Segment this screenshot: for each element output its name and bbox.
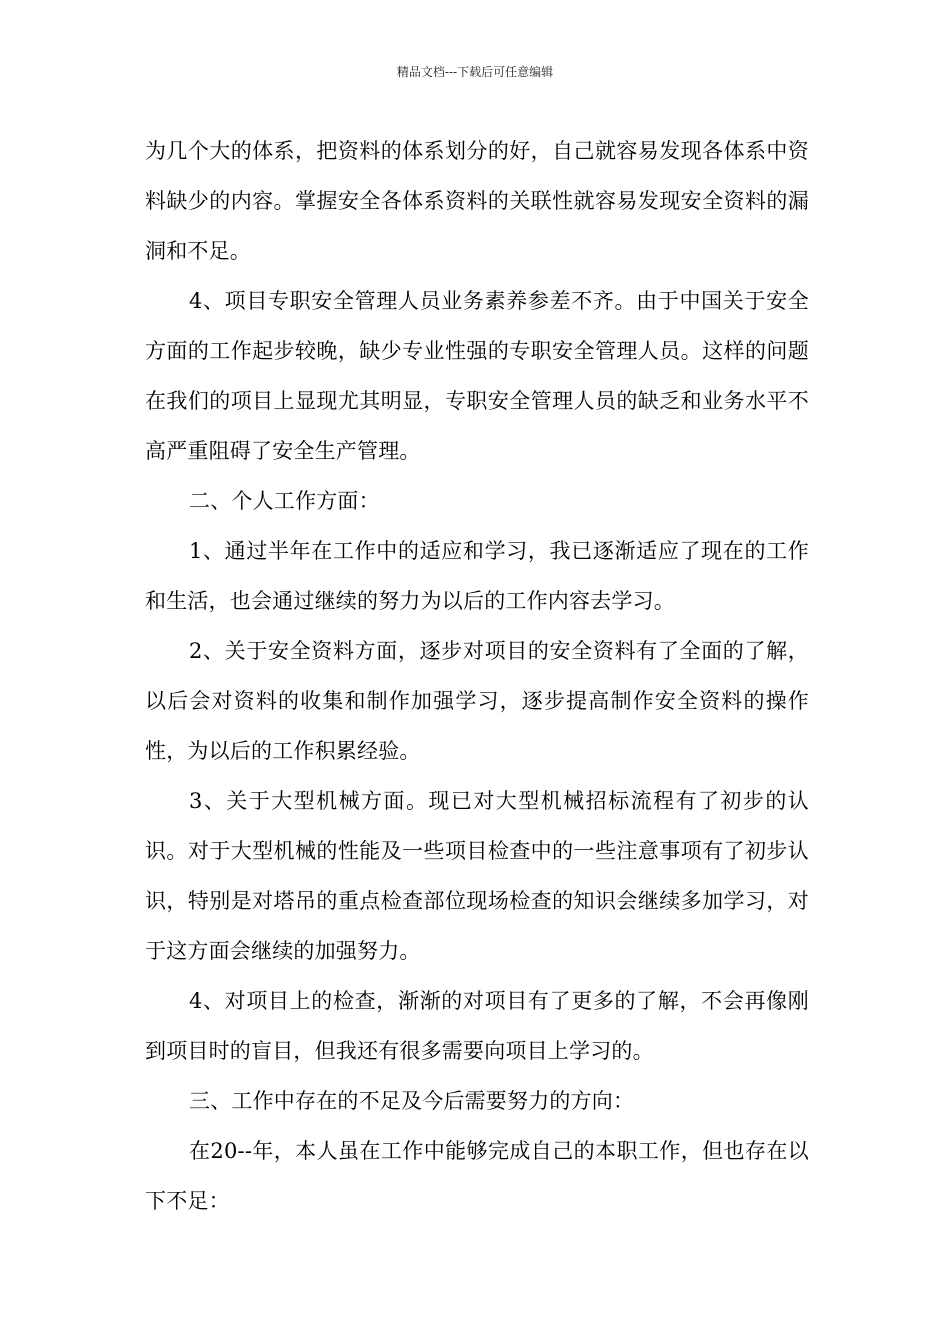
paragraph-item-4-staff: 4、项目专职安全管理人员业务素养参差不齐。由于中国关于安全方面的工作起步较晚，缺少专业性强的专职安全管理人员。这样的问题在我们的项目上显现尤其明显，专职安全管理人员的缺乏和业务水平不高严重阻碍了安全生产管理。 [145, 289, 809, 463]
paragraph-item-2-safety-docs: 2、关于安全资料方面，逐步对项目的安全资料有了全面的了解，以后会对资料的收集和制作加强学习，逐步提高制作安全资料的操作性，为以后的工作积累经验。 [145, 639, 809, 763]
paragraph-item-1-adaptation: 1、通过半年在工作中的适应和学习，我已逐渐适应了现在的工作和生活，也会通过继续的努力为以后的工作内容去学习。 [145, 539, 809, 613]
paragraph-item-3-machinery: 3、关于大型机械方面。现已对大型机械招标流程有了初步的认识。对于大型机械的性能及一些项目检查中的一些注意事项有了初步认识，特别是对塔吊的重点检查部位现场检查的知识会继续多加学习，对于这方面会继续的加强努力。 [145, 789, 809, 963]
document-body [145, 126, 809, 1226]
page-header: 精品文档---下载后可任意编辑 [396, 65, 554, 79]
paragraph-continuation: 为几个大的体系，把资料的体系划分的好，自己就容易发现各体系中资料缺少的内容。掌握安全各体系资料的关联性就容易发现安全资料的漏洞和不足。 [145, 139, 809, 263]
paragraph-item-4-inspection: 4、对项目上的检查，渐渐的对项目有了更多的了解，不会再像刚到项目时的盲目，但我还有很多需要向项目上学习的。 [145, 989, 809, 1063]
paragraph-shortcomings-intro: 在20--年，本人虽在工作中能够完成自己的本职工作，但也存在以下不足： [145, 1139, 809, 1213]
section-heading-shortcomings: 三、工作中存在的不足及今后需要努力的方向： [189, 1089, 635, 1113]
section-heading-personal-work: 二、个人工作方面： [189, 489, 380, 513]
